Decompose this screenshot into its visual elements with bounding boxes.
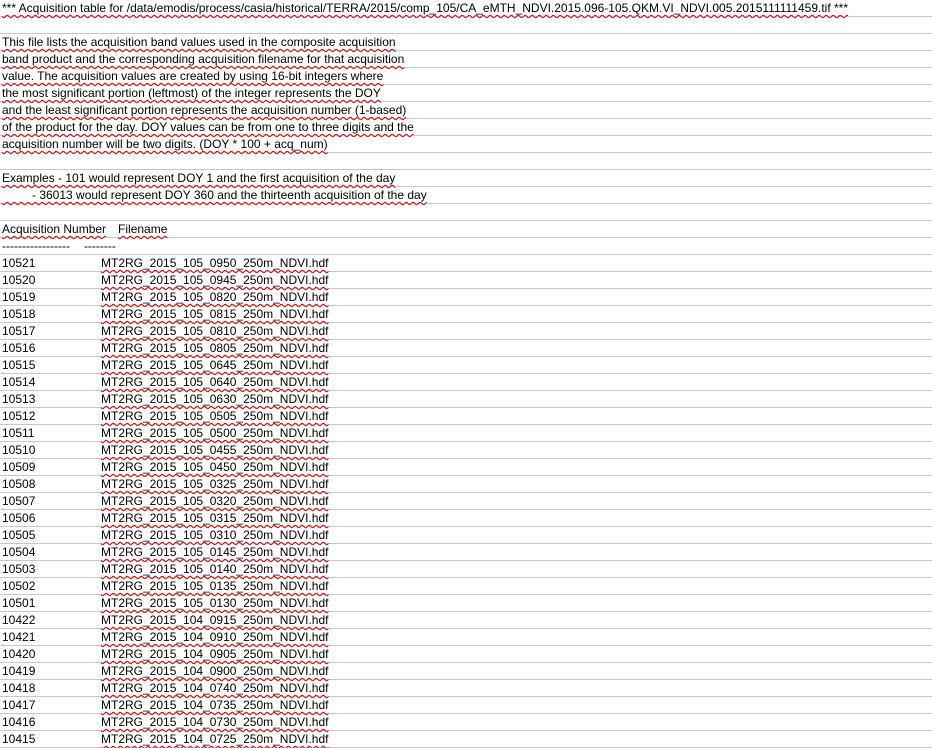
filename-cell[interactable] bbox=[101, 357, 328, 373]
column-header-row[interactable] bbox=[0, 221, 932, 238]
filename-cell[interactable] bbox=[101, 561, 328, 577]
blank-row[interactable] bbox=[0, 204, 932, 221]
filename-dashes: -------- bbox=[83, 239, 116, 253]
acquisition-number-cell-text: 10419 bbox=[2, 664, 36, 678]
filename-cell[interactable] bbox=[101, 289, 328, 305]
acquisition-number-cell[interactable] bbox=[2, 306, 35, 322]
filename-cell-text: MT2RG_2015_105_0455_250m_NDVI.hdf bbox=[101, 443, 329, 457]
filename-cell[interactable] bbox=[101, 306, 328, 322]
filename-cell-text: MT2RG_2015_105_0500_250m_NDVI.hdf bbox=[101, 426, 329, 440]
acquisition-number-cell[interactable] bbox=[2, 646, 35, 662]
example-row[interactable] bbox=[0, 187, 932, 204]
acquisition-number-cell[interactable] bbox=[2, 527, 35, 543]
filename-cell-text: MT2RG_2015_105_0945_250m_NDVI.hdf bbox=[101, 273, 329, 287]
acquisition-number-cell[interactable] bbox=[2, 697, 35, 713]
description-cell[interactable] bbox=[2, 102, 406, 118]
filename-cell[interactable] bbox=[101, 663, 328, 679]
filename-cell[interactable] bbox=[101, 374, 328, 390]
acquisition-number-cell[interactable] bbox=[2, 459, 35, 475]
description-row[interactable] bbox=[0, 34, 932, 51]
table-row[interactable] bbox=[0, 493, 932, 510]
acquisition-number-cell[interactable] bbox=[2, 340, 35, 356]
acquisition-number-cell[interactable] bbox=[2, 408, 35, 424]
description-cell[interactable] bbox=[2, 34, 396, 50]
acquisition-number-cell-text: 10422 bbox=[2, 613, 36, 627]
description-cell[interactable] bbox=[2, 136, 328, 152]
description-row[interactable] bbox=[0, 102, 932, 119]
acquisition-number-cell-text: 10521 bbox=[2, 256, 36, 270]
acquisition-number-cell-text: 10516 bbox=[2, 341, 36, 355]
example-cell-text: Examples - 101 would represent DOY 1 and the first acquisition of the day bbox=[2, 171, 396, 185]
description-cell-text: This file lists the acquisition band values used in the composite acquisition bbox=[2, 35, 396, 49]
acquisition-number-cell-text: 10510 bbox=[2, 443, 36, 457]
description-row[interactable] bbox=[0, 85, 932, 102]
header-row[interactable] bbox=[0, 0, 932, 17]
acquisition-number-cell-text: 10518 bbox=[2, 307, 36, 321]
filename-cell[interactable] bbox=[101, 493, 328, 509]
acquisition-number-cell[interactable] bbox=[2, 442, 35, 458]
acquisition-number-cell[interactable] bbox=[2, 476, 35, 492]
filename-cell-text: MT2RG_2015_105_0310_250m_NDVI.hdf bbox=[101, 528, 329, 542]
table-row[interactable] bbox=[0, 272, 932, 289]
filename-cell-text: MT2RG_2015_105_0140_250m_NDVI.hdf bbox=[101, 562, 329, 576]
table-row[interactable] bbox=[0, 697, 932, 714]
filename-cell-text: MT2RG_2015_104_0910_250m_NDVI.hdf bbox=[101, 630, 329, 644]
description-cell-text: acquisition number will be two digits. (DOY * 100 + acq_num) bbox=[2, 137, 328, 151]
filename-cell-text: MT2RG_2015_105_0450_250m_NDVI.hdf bbox=[101, 460, 329, 474]
acquisition-number-cell[interactable] bbox=[2, 255, 35, 271]
acquisition-number-cell-text: 10515 bbox=[2, 358, 36, 372]
filename-cell[interactable] bbox=[101, 697, 328, 713]
filename-cell[interactable] bbox=[101, 323, 328, 339]
table-row[interactable] bbox=[0, 255, 932, 272]
filename-cell-text: MT2RG_2015_105_0130_250m_NDVI.hdf bbox=[101, 596, 329, 610]
table-row[interactable] bbox=[0, 680, 932, 697]
acquisition-number-cell-text: 10508 bbox=[2, 477, 36, 491]
table-row[interactable] bbox=[0, 306, 932, 323]
filename-cell-text: MT2RG_2015_105_0950_250m_NDVI.hdf bbox=[101, 256, 329, 270]
filename-cell[interactable] bbox=[101, 510, 328, 526]
filename-cell[interactable] bbox=[101, 544, 328, 560]
filename-cell[interactable] bbox=[101, 340, 328, 356]
acquisition-number-cell-text: 10519 bbox=[2, 290, 36, 304]
acquisition-number-cell[interactable] bbox=[2, 680, 35, 696]
filename-cell[interactable] bbox=[101, 459, 328, 475]
header-cell[interactable] bbox=[2, 0, 848, 16]
dash-row[interactable] bbox=[0, 238, 932, 255]
acquisition-number-cell-text: 10421 bbox=[2, 630, 36, 644]
acquisition-number-cell[interactable] bbox=[2, 374, 35, 390]
acquisition-number-cell[interactable] bbox=[2, 323, 35, 339]
table-row[interactable] bbox=[0, 527, 932, 544]
acquisition-number-cell-text: 10416 bbox=[2, 715, 36, 729]
description-row[interactable] bbox=[0, 136, 932, 153]
acquisition-number-cell-text: 10513 bbox=[2, 392, 36, 406]
acquisition-number-cell[interactable] bbox=[2, 425, 34, 441]
acquisition-number-cell[interactable] bbox=[2, 663, 35, 679]
filename-cell-text: MT2RG_2015_105_0320_250m_NDVI.hdf bbox=[101, 494, 329, 508]
acquisition-number-cell-text: 10504 bbox=[2, 545, 36, 559]
filename-cell-text: MT2RG_2015_104_0900_250m_NDVI.hdf bbox=[101, 664, 329, 678]
acquisition-number-cell[interactable] bbox=[2, 510, 35, 526]
description-cell-text: and the least significant portion represents the acquisition number (1-based) bbox=[2, 103, 407, 117]
description-row[interactable] bbox=[0, 51, 932, 68]
acquisition-number-cell-text: 10501 bbox=[2, 596, 36, 610]
acquisition-number-cell-text: 10415 bbox=[2, 732, 36, 746]
table-row[interactable] bbox=[0, 391, 932, 408]
acquisition-number-cell[interactable] bbox=[2, 272, 35, 288]
table-row[interactable] bbox=[0, 425, 932, 442]
table-row[interactable] bbox=[0, 323, 932, 340]
filename-cell[interactable] bbox=[101, 714, 328, 730]
table-row[interactable] bbox=[0, 612, 932, 629]
filename-cell[interactable] bbox=[101, 629, 328, 645]
filename-cell[interactable] bbox=[101, 731, 328, 747]
blank-row[interactable] bbox=[0, 153, 932, 170]
table-row[interactable] bbox=[0, 629, 932, 646]
filename-cell[interactable] bbox=[101, 476, 328, 492]
acquisition-number-cell[interactable] bbox=[2, 612, 35, 628]
acquisition-number-cell-text: 10418 bbox=[2, 681, 36, 695]
filename-cell[interactable] bbox=[101, 612, 328, 628]
description-row[interactable] bbox=[0, 119, 932, 136]
acquisition-number-cell-text: 10507 bbox=[2, 494, 36, 508]
filename-cell[interactable] bbox=[101, 272, 328, 288]
filename-cell[interactable] bbox=[101, 578, 328, 594]
filename-cell-text: MT2RG_2015_105_0630_250m_NDVI.hdf bbox=[101, 392, 329, 406]
example-cell[interactable] bbox=[2, 187, 427, 203]
acquisition-number-cell[interactable] bbox=[2, 714, 35, 730]
filename-cell-text: MT2RG_2015_105_0640_250m_NDVI.hdf bbox=[101, 375, 329, 389]
acquisition-number-cell[interactable] bbox=[2, 561, 35, 577]
acquisition-number-cell-text: 10520 bbox=[2, 273, 36, 287]
table-row[interactable] bbox=[0, 731, 932, 748]
filename-cell[interactable] bbox=[101, 408, 328, 424]
filename-cell-text: MT2RG_2015_105_0145_250m_NDVI.hdf bbox=[101, 545, 329, 559]
filename-cell[interactable] bbox=[101, 527, 328, 543]
description-cell[interactable] bbox=[2, 85, 381, 101]
acquisition-number-cell-text: 10512 bbox=[2, 409, 36, 423]
table-row[interactable] bbox=[0, 714, 932, 731]
acquisition-number-cell-text: 10517 bbox=[2, 324, 36, 338]
filename-cell-text: MT2RG_2015_104_0915_250m_NDVI.hdf bbox=[101, 613, 329, 627]
table-row[interactable] bbox=[0, 374, 932, 391]
filename-cell[interactable] bbox=[101, 442, 328, 458]
acquisition-number-cell[interactable] bbox=[2, 731, 35, 747]
acquisition-number-cell[interactable] bbox=[2, 595, 35, 611]
filename-cell-text: MT2RG_2015_105_0315_250m_NDVI.hdf bbox=[101, 511, 329, 525]
filename-cell-text: MT2RG_2015_105_0505_250m_NDVI.hdf bbox=[101, 409, 329, 423]
header-cell-text: *** Acquisition table for /data/emodis/process/casia/historical/TERRA/2015/comp_105/CA_eMTH_NDVI.2015.096-105.QKM.VI_NDVI.005.2015111111459.tif *** bbox=[2, 1, 849, 15]
filename-cell-text: MT2RG_2015_105_0810_250m_NDVI.hdf bbox=[101, 324, 329, 338]
acquisition-number-cell-text: 10511 bbox=[2, 426, 35, 440]
acquisition-number-cell-text: 10502 bbox=[2, 579, 36, 593]
description-cell-text: band product and the corresponding acquisition filename for that acquisition bbox=[2, 52, 405, 66]
table-row[interactable] bbox=[0, 459, 932, 476]
description-cell-text: of the product for the day. DOY values can be from one to three digits and the bbox=[2, 120, 414, 134]
table-row[interactable] bbox=[0, 510, 932, 527]
filename-cell[interactable] bbox=[101, 391, 328, 407]
example-cell[interactable] bbox=[2, 170, 395, 186]
acquisition-number-cell-text: 10514 bbox=[2, 375, 36, 389]
table-row[interactable] bbox=[0, 357, 932, 374]
table-row[interactable] bbox=[0, 663, 932, 680]
acquisition-number-cell[interactable] bbox=[2, 578, 35, 594]
acquisition-number-cell-text: 10417 bbox=[2, 698, 36, 712]
filename-cell[interactable] bbox=[101, 595, 328, 611]
column-header-cell[interactable] bbox=[2, 221, 167, 237]
acquisition-number-cell[interactable] bbox=[2, 629, 35, 645]
filename-cell-text: MT2RG_2015_105_0805_250m_NDVI.hdf bbox=[101, 341, 329, 355]
filename-cell[interactable] bbox=[101, 255, 328, 271]
filename-cell-text: MT2RG_2015_105_0820_250m_NDVI.hdf bbox=[101, 290, 329, 304]
filename-cell-text: MT2RG_2015_104_0905_250m_NDVI.hdf bbox=[101, 647, 329, 661]
table-row[interactable] bbox=[0, 544, 932, 561]
acquisition-number-cell[interactable] bbox=[2, 357, 35, 373]
filename-cell-text: MT2RG_2015_105_0325_250m_NDVI.hdf bbox=[101, 477, 329, 491]
acquisition-number-cell-text: 10505 bbox=[2, 528, 36, 542]
filename-cell-text: MT2RG_2015_104_0740_250m_NDVI.hdf bbox=[101, 681, 329, 695]
table-row[interactable] bbox=[0, 289, 932, 306]
filename-cell[interactable] bbox=[101, 680, 328, 696]
table-row[interactable] bbox=[0, 340, 932, 357]
description-cell-text: value. The acquisition values are created by using 16-bit integers where bbox=[2, 69, 384, 83]
example-cell-text: - 36013 would represent DOY 360 and the thirteenth acquisition of the day bbox=[2, 188, 427, 202]
acquisition-number-cell-text: 10503 bbox=[2, 562, 36, 576]
filename-header: Filename bbox=[118, 222, 168, 236]
acquisition-number-cell[interactable] bbox=[2, 289, 35, 305]
description-cell[interactable] bbox=[2, 68, 383, 84]
description-row[interactable] bbox=[0, 68, 932, 85]
filename-cell-text: MT2RG_2015_104_0725_250m_NDVI.hdf bbox=[101, 732, 329, 746]
acquisition-number-cell[interactable] bbox=[2, 544, 35, 560]
table-row[interactable] bbox=[0, 408, 932, 425]
filename-cell-text: MT2RG_2015_105_0815_250m_NDVI.hdf bbox=[101, 307, 329, 321]
table-row[interactable] bbox=[0, 476, 932, 493]
example-row[interactable] bbox=[0, 170, 932, 187]
filename-cell[interactable] bbox=[101, 646, 328, 662]
filename-cell-text: MT2RG_2015_104_0730_250m_NDVI.hdf bbox=[101, 715, 329, 729]
filename-cell-text: MT2RG_2015_105_0645_250m_NDVI.hdf bbox=[101, 358, 329, 372]
description-cell[interactable] bbox=[2, 51, 404, 67]
description-cell[interactable] bbox=[2, 119, 414, 135]
acquisition-number-cell[interactable] bbox=[2, 493, 35, 509]
table-row[interactable] bbox=[0, 561, 932, 578]
filename-cell[interactable] bbox=[101, 425, 328, 441]
dash-cell[interactable] bbox=[2, 238, 116, 254]
filename-cell-text: MT2RG_2015_104_0735_250m_NDVI.hdf bbox=[101, 698, 329, 712]
acquisition-number-cell[interactable] bbox=[2, 391, 35, 407]
acquisition-number-cell-text: 10420 bbox=[2, 647, 36, 661]
table-row[interactable] bbox=[0, 595, 932, 612]
table-row[interactable] bbox=[0, 578, 932, 595]
filename-cell-text: MT2RG_2015_105_0135_250m_NDVI.hdf bbox=[101, 579, 329, 593]
acquisition-number-cell-text: 10506 bbox=[2, 511, 36, 525]
table-row[interactable] bbox=[0, 442, 932, 459]
acquisition-number-header: Acquisition Number bbox=[2, 222, 107, 236]
description-cell-text: the most significant portion (leftmost) of the integer represents the DOY bbox=[2, 86, 381, 100]
acquisition-number-cell-text: 10509 bbox=[2, 460, 36, 474]
blank-row[interactable] bbox=[0, 17, 932, 34]
acquisition-number-dashes: ----------------- bbox=[2, 239, 70, 253]
table-row[interactable] bbox=[0, 646, 932, 663]
